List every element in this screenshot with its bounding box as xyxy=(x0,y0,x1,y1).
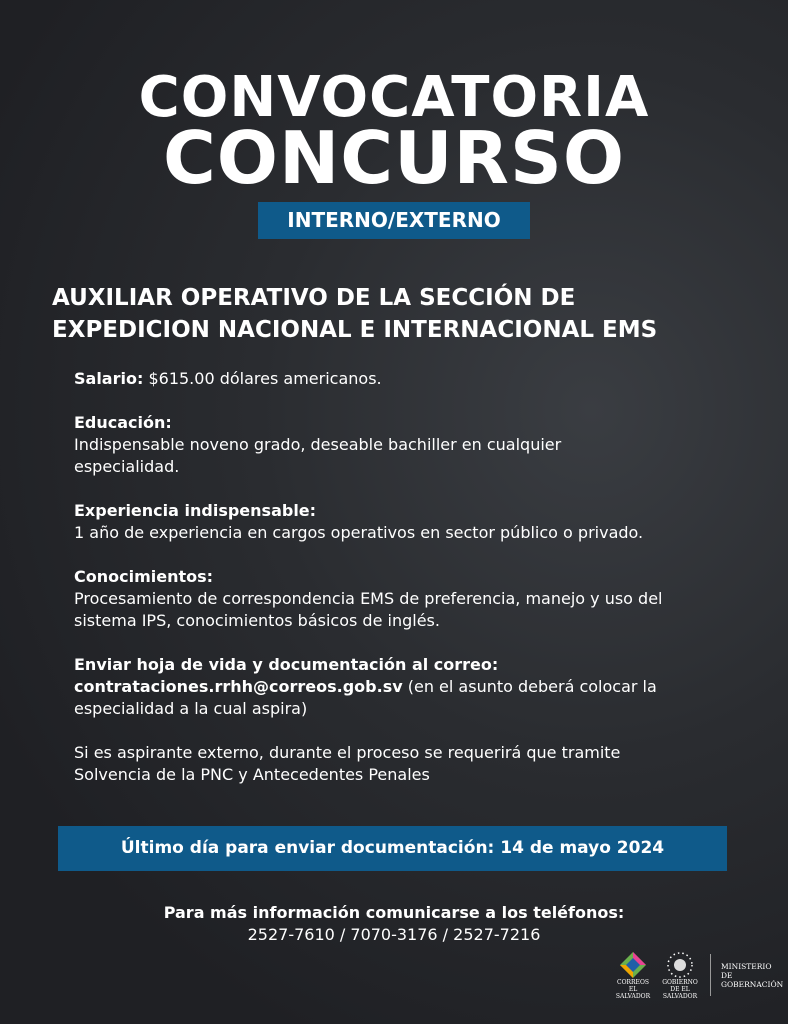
send-note: (en el asunto deberá colocar la especialidad a la cual aspira) xyxy=(74,677,657,718)
knowledge-value: Procesamiento de correspondencia EMS de preferencia, manejo y uso del sistema IPS, conocimientos básicos de inglés. xyxy=(74,589,663,630)
contact-heading: Para más información comunicarse a los teléfonos: xyxy=(163,903,625,922)
ministerio-logo: MINISTERIO DE GOBERNACIÓN xyxy=(721,961,784,989)
type-badge: INTERNO/EXTERNO xyxy=(258,202,530,239)
experience-section xyxy=(74,500,734,544)
job-title-line1: AUXILIAR OPERATIVO DE LA SECCIÓN DE xyxy=(52,285,576,311)
send-section xyxy=(74,654,734,720)
experience-label: Experiencia indispensable: xyxy=(74,501,317,520)
education-section xyxy=(74,412,734,478)
job-details xyxy=(74,368,734,808)
correos-diamond-icon xyxy=(619,951,647,979)
title-convocatoria: CONVOCATORIA xyxy=(138,65,650,130)
title-concurso: CONCURSO xyxy=(162,116,626,200)
job-title xyxy=(52,282,772,346)
coat-of-arms-icon xyxy=(666,951,694,979)
contact-info xyxy=(0,902,788,946)
experience-value: 1 año de experiencia en cargos operativos en sector público o privado. xyxy=(74,523,644,542)
email-link[interactable]: contrataciones.rrhh@correos.gob.sv xyxy=(74,677,403,696)
external-note: Si es aspirante externo, durante el proceso se requerirá que tramite Solvencia de la PNC y Antecedentes Penales xyxy=(74,743,621,784)
education-value: Indispensable noveno grado, deseable bachiller en cualquier especialidad. xyxy=(74,435,562,476)
correos-logo: CORREOS EL SALVADOR xyxy=(612,951,654,1000)
deadline-banner: Último día para enviar documentación: 14 de mayo 2024 xyxy=(58,826,727,871)
job-title-line2: EXPEDICION NACIONAL E INTERNACIONAL EMS xyxy=(52,317,658,343)
logo-divider xyxy=(710,954,711,996)
salary-label: Salario: xyxy=(74,369,144,388)
contact-phones: 2527-7610 / 7070-3176 / 2527-7216 xyxy=(247,925,541,944)
salary-value: $615.00 dólares americanos. xyxy=(143,369,382,388)
education-label: Educación: xyxy=(74,413,172,432)
footer-logos xyxy=(612,952,785,998)
knowledge-section xyxy=(74,566,734,632)
knowledge-label: Conocimientos: xyxy=(74,567,214,586)
salary-section xyxy=(74,368,734,390)
send-label: Enviar hoja de vida y documentación al correo: xyxy=(74,655,499,674)
gobierno-logo: GOBIERNO DE EL SALVADOR xyxy=(660,951,700,1000)
